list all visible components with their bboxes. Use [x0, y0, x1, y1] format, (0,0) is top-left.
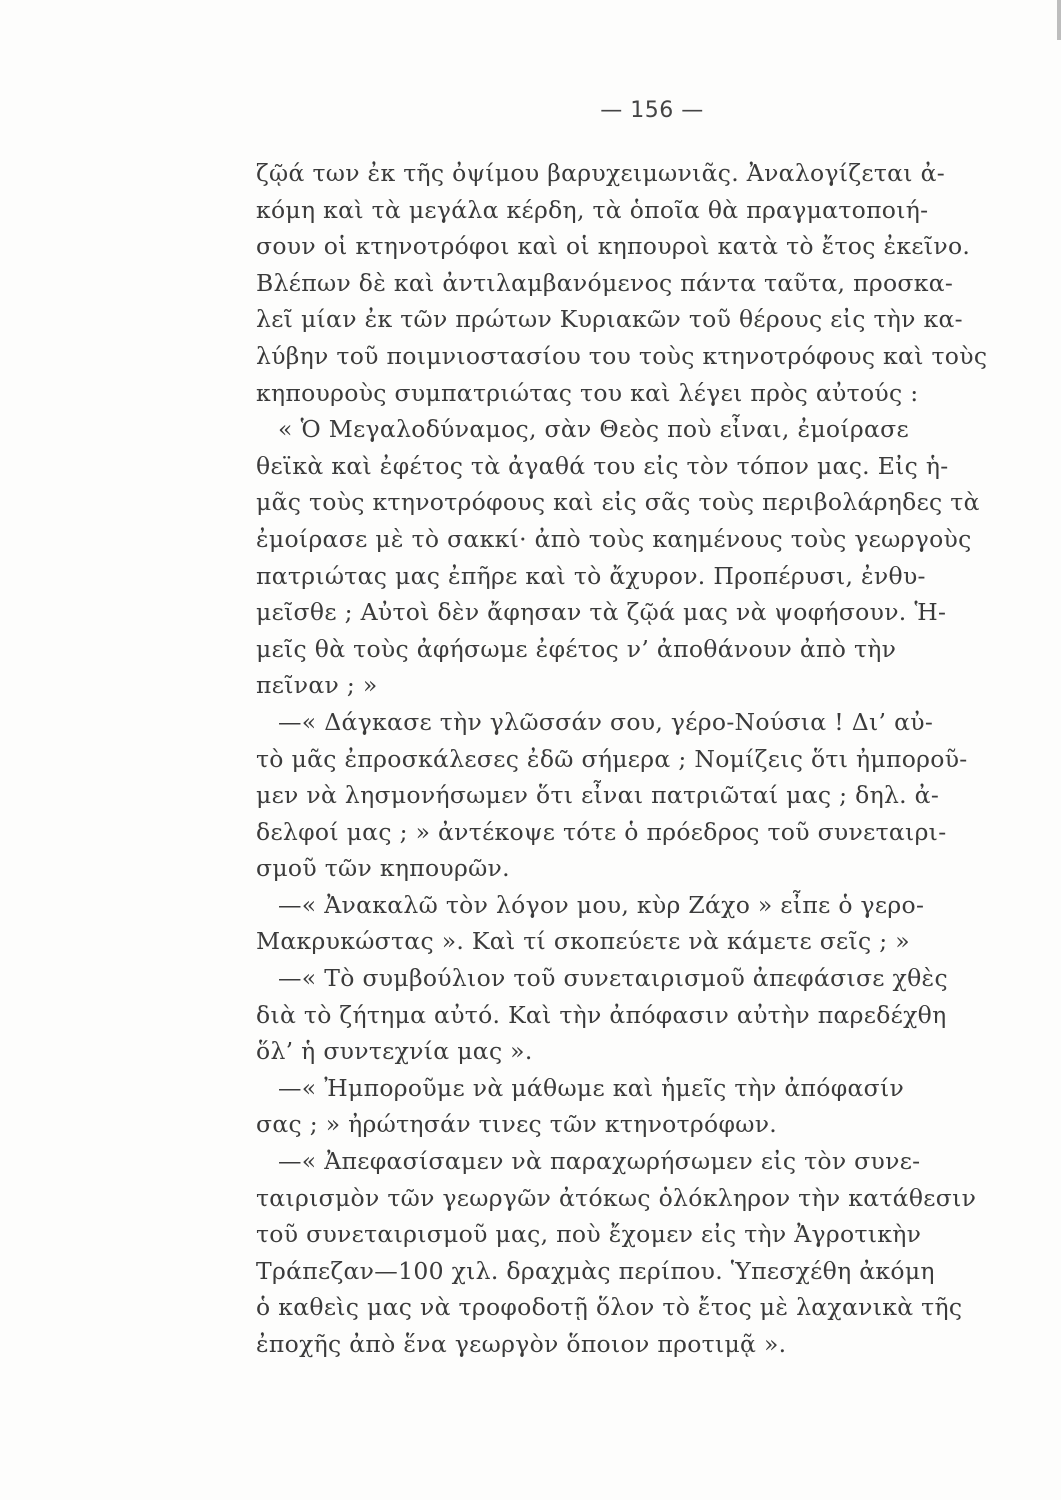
text-line: ἐποχῆς ἀπὸ ἕνα γεωργὸν ὅποιον προτιμᾷ ».	[256, 1330, 787, 1358]
page-edge-mark	[1057, 0, 1061, 40]
text-line: κηπουροὺς συμπατριώτας του καὶ λέγει πρὸς αὐτούς :	[256, 378, 919, 407]
text-line: Τράπεζαν—100 χιλ. δραχμὰς περίπου. Ὑπεσχέθη ἀκόμη	[256, 1256, 935, 1285]
text-line: τοῦ συνεταιρισμοῦ μας, ποὺ ἔχομεν εἰς τὴν Ἀγροτικὴν	[256, 1220, 922, 1249]
text-line: μᾶς τοὺς κτηνοτρόφους καὶ εἰς σᾶς τοὺς περιβολάρηδες τὰ	[256, 488, 980, 517]
body-text	[256, 155, 1046, 1363]
text-line: διὰ τὸ ζήτημα αὐτό. Καὶ τὴν ἀπόφασιν αὐτὴν παρεδέχθη	[256, 1000, 947, 1029]
text-line: λύβην τοῦ ποιμνιοστασίου του τοὺς κτηνοτρόφους καὶ τοὺς	[256, 341, 988, 370]
text-line: ταιρισμὸν τῶν γεωργῶν ἀτόκως ὁλόκληρον τὴν κατάθεσιν	[256, 1183, 977, 1212]
text-line: σμοῦ τῶν κηπουρῶν.	[256, 854, 510, 883]
text-line: —« Τὸ συμβούλιον τοῦ συνεταιρισμοῦ ἀπεφάσισε χθὲς	[278, 964, 948, 993]
text-line: κόμη καὶ τὰ μεγάλα κέρδη, τὰ ὁποῖα θὰ πραγματοποιή-	[256, 195, 929, 224]
text-line: πεῖναν ; »	[256, 671, 378, 700]
text-line: σουν οἱ κτηνοτρόφοι καὶ οἱ κηπουροὶ κατὰ τὸ ἔτος ἐκεῖνο.	[256, 232, 971, 261]
text-line: —« Ἀνακαλῶ τὸν λόγον μου, κὺρ Ζάχο » εἶπε ὁ γερο-	[278, 890, 925, 919]
text-line: σας ; » ἠρώτησάν τινες τῶν κτηνοτρόφων.	[256, 1110, 778, 1139]
text-line: μεῖσθε ; Αὐτοὶ δὲν ἄφησαν τὰ ζῷά μας νὰ ψοφήσουν. Ἡ-	[256, 598, 947, 627]
text-line: ζῷά των ἐκ τῆς ὀψίμου βαρυχειμωνιᾶς. Ἀναλογίζεται ἀ-	[256, 159, 945, 187]
text-line: —« Δάγκασε τὴν γλῶσσάν σου, γέρο-Νούσια ! Δι’ αὐ-	[278, 707, 934, 736]
text-line: Μακρυκώστας ». Καὶ τί σκοπεύετε νὰ κάμετε σεῖς ; »	[256, 927, 910, 956]
text-line: λεῖ μίαν ἐκ τῶν πρώτων Κυριακῶν τοῦ θέρους εἰς τὴν κα-	[256, 305, 963, 334]
text-line: μεν νὰ λησμονήσωμεν ὅτι εἶναι πατριῶταί μας ; δηλ. ἀ-	[256, 781, 940, 810]
text-line: —« Ἀπεφασίσαμεν νὰ παραχωρήσωμεν εἰς τὸν συνε-	[278, 1147, 921, 1176]
text-line: —« Ἠμποροῦμε νὰ μάθωμε καὶ ἡμεῖς τὴν ἀπόφασίν	[278, 1073, 905, 1102]
text-line: τὸ μᾶς ἐπροσκάλεσες ἐδῶ σήμερα ; Νομίζεις ὅτι ἠμποροῦ-	[256, 744, 968, 773]
page-number: — 156 —	[600, 98, 704, 123]
text-line: δελφοί μας ; » ἀντέκοψε τότε ὁ πρόεδρος τοῦ συνεταιρι-	[256, 817, 947, 846]
text-line: πατριώτας μας ἐπῆρε καὶ τὸ ἄχυρον. Προπέρυσι, ἐνθυ-	[256, 561, 926, 590]
text-line: Βλέπων δὲ καὶ ἀντιλαμβανόμενος πάντα ταῦτα, προσκα-	[256, 268, 954, 297]
text-line: μεῖς θὰ τοὺς ἀφήσωμε ἐφέτος ν’ ἀποθάνουν ἀπὸ τὴν	[256, 634, 897, 663]
text-line: ὁ καθεὶς μας νὰ τροφοδοτῇ ὅλον τὸ ἔτος μὲ λαχανικὰ τῆς	[256, 1293, 963, 1322]
text-line: θεϊκὰ καὶ ἐφέτος τὰ ἀγαθά του εἰς τὸν τόπον μας. Εἰς ἡ-	[256, 451, 949, 480]
text-line: « Ὁ Μεγαλοδύναμος, σὰν Θεὸς ποὺ εἶναι, ἐμοίρασε	[278, 415, 909, 444]
text-line: ὅλ’ ἡ συντεχνία μας ».	[256, 1037, 533, 1066]
text-line: ἐμοίρασε μὲ τὸ σακκί· ἀπὸ τοὺς καημένους τοὺς γεωργοὺς	[256, 524, 972, 553]
